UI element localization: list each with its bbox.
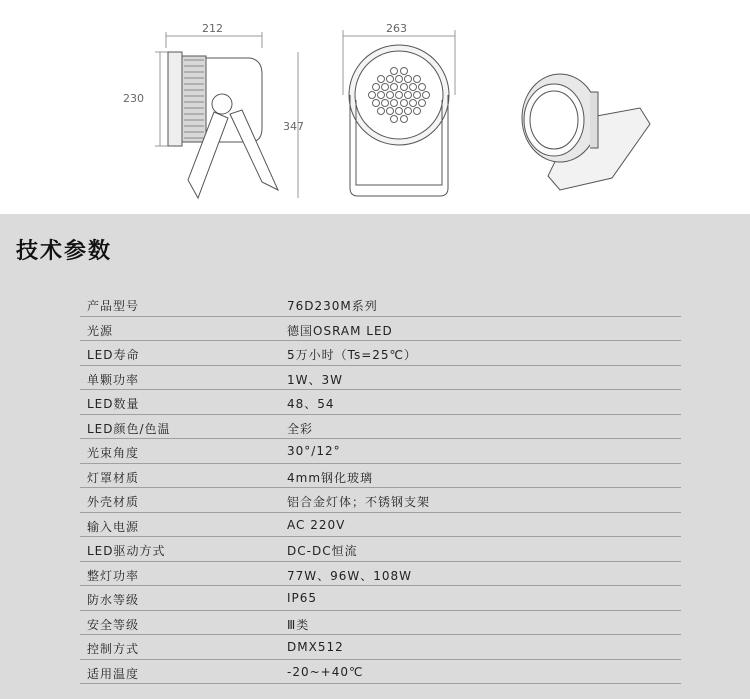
spec-value: 4mm钢化玻璃: [287, 470, 374, 485]
spec-row: [80, 611, 681, 636]
spec-value: 铝合金灯体；不锈钢支架: [287, 495, 431, 509]
spec-table: [80, 292, 681, 684]
spec-value: 76D230M系列: [287, 299, 378, 313]
spec-row: [80, 562, 681, 587]
spec-label: LED寿命: [87, 348, 140, 362]
spec-value: AC 220V: [287, 517, 346, 532]
spec-row: [80, 635, 681, 660]
spec-value: 5万小时（Ts=25℃）: [287, 348, 418, 362]
spec-label: 防水等级: [87, 593, 140, 607]
spec-label: 输入电源: [87, 519, 140, 534]
spec-label: 外壳材质: [87, 495, 140, 509]
side-width-dimension: 212: [202, 22, 223, 35]
side-view-drawing: [155, 32, 298, 198]
spec-label: 整灯功率: [87, 568, 140, 583]
spec-value: IP65: [287, 591, 318, 605]
spec-label: 灯罩材质: [87, 470, 140, 485]
spec-row: [80, 390, 681, 415]
front-view-drawing: [343, 30, 455, 196]
spec-row: [80, 415, 681, 440]
spec-row: [80, 513, 681, 538]
spec-value: -20~+40℃: [287, 664, 364, 679]
spec-row: [80, 537, 681, 562]
spec-row: [80, 341, 681, 366]
front-width-dimension: 263: [386, 22, 407, 35]
section-title: 技术参数: [16, 239, 113, 264]
spec-label: 适用温度: [87, 666, 140, 681]
spec-label: 光源: [87, 323, 114, 338]
spec-value: 30°/12°: [287, 444, 341, 458]
spec-label: 控制方式: [87, 642, 140, 656]
spec-row: [80, 586, 681, 611]
drawings-svg: [0, 0, 750, 214]
spec-label: 光束角度: [87, 446, 140, 460]
spec-value: 48、54: [287, 397, 335, 411]
spec-panel: [0, 214, 750, 699]
spec-label: 单颗功率: [87, 372, 140, 387]
spec-value: 德国OSRAM LED: [287, 323, 393, 338]
spec-label: 安全等级: [87, 617, 140, 632]
spec-value: DMX512: [287, 640, 344, 654]
spec-label: 产品型号: [87, 299, 140, 313]
spec-label: LED颜色/色温: [87, 421, 171, 436]
perspective-view-drawing: [522, 74, 650, 190]
spec-label: LED数量: [87, 397, 140, 411]
spec-row: [80, 464, 681, 489]
spec-label: LED驱动方式: [87, 544, 166, 558]
spec-row: [80, 292, 681, 317]
spec-row: [80, 317, 681, 342]
technical-drawings: [0, 0, 750, 214]
spec-value: 77W、96W、108W: [287, 568, 413, 583]
front-height-dimension: 347: [283, 120, 304, 133]
spec-row: [80, 439, 681, 464]
spec-value: 全彩: [287, 421, 314, 436]
spec-value: DC-DC恒流: [287, 544, 358, 558]
spec-row: [80, 660, 681, 685]
spec-value: Ⅲ类: [287, 617, 310, 632]
side-height-dimension: 230: [123, 92, 144, 105]
spec-row: [80, 488, 681, 513]
spec-row: [80, 366, 681, 391]
spec-value: 1W、3W: [287, 372, 344, 387]
